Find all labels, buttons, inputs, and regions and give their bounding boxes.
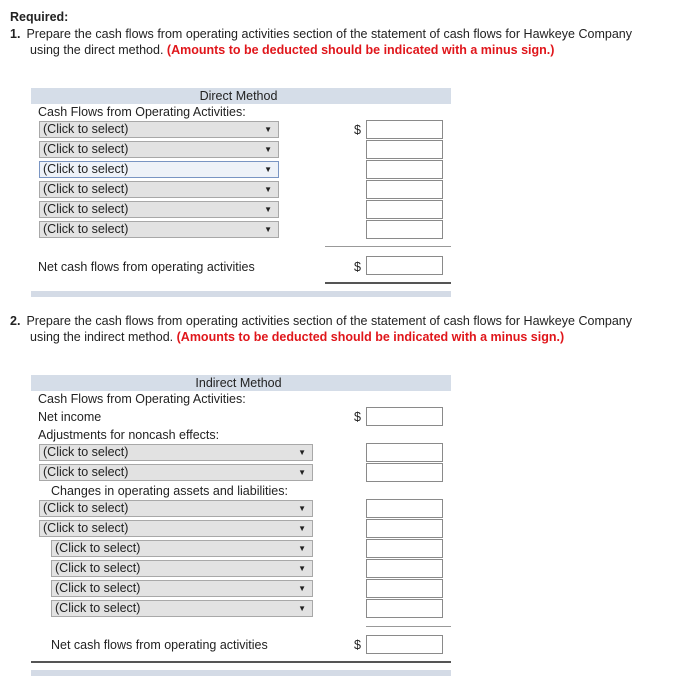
total-double-rule: [31, 661, 451, 663]
question-2: [10, 313, 632, 345]
net-income-amount[interactable]: [366, 407, 443, 426]
currency-symbol: $: [354, 123, 361, 137]
net-income-label: Net income: [38, 410, 102, 424]
direct-select-1[interactable]: (Click to select) ▼: [39, 121, 279, 138]
direct-amount-2[interactable]: [366, 140, 443, 159]
change-select-2[interactable]: (Click to select) ▼: [39, 520, 313, 537]
direct-amount-4[interactable]: [366, 180, 443, 199]
chevron-down-icon: ▼: [298, 504, 306, 513]
adjustments-label: Adjustments for noncash effects:: [38, 428, 220, 442]
changes-label: Changes in operating assets and liabilities:: [51, 484, 288, 498]
change-amount-6[interactable]: [366, 599, 443, 618]
chevron-down-icon: ▼: [298, 468, 306, 477]
chevron-down-icon: ▼: [264, 225, 272, 234]
currency-symbol: $: [354, 638, 361, 652]
change-amount-4[interactable]: [366, 559, 443, 578]
direct-section-label: Cash Flows from Operating Activities:: [38, 105, 246, 119]
adjustment-amount-1[interactable]: [366, 443, 443, 462]
chevron-down-icon: ▼: [264, 185, 272, 194]
chevron-down-icon: ▼: [264, 145, 272, 154]
indirect-total-label: Net cash flows from operating activities: [51, 638, 268, 652]
question-1-note: (Amounts to be deducted should be indicated with a minus sign.): [166, 43, 555, 57]
change-amount-3[interactable]: [366, 539, 443, 558]
direct-total-amount[interactable]: [366, 256, 443, 275]
chevron-down-icon: ▼: [298, 544, 306, 553]
adjustment-select-1[interactable]: (Click to select) ▼: [39, 444, 313, 461]
adjustment-amount-2[interactable]: [366, 463, 443, 482]
change-amount-2[interactable]: [366, 519, 443, 538]
chevron-down-icon: ▼: [264, 165, 272, 174]
change-amount-5[interactable]: [366, 579, 443, 598]
adjustment-select-2[interactable]: (Click to select) ▼: [39, 464, 313, 481]
direct-panel-footer: [31, 291, 451, 297]
chevron-down-icon: ▼: [264, 125, 272, 134]
direct-select-6[interactable]: (Click to select) ▼: [39, 221, 279, 238]
change-select-5[interactable]: (Click to select) ▼: [51, 580, 313, 597]
indirect-method-title: Indirect Method: [31, 375, 451, 391]
direct-select-5[interactable]: (Click to select) ▼: [39, 201, 279, 218]
change-select-3[interactable]: (Click to select) ▼: [51, 540, 313, 557]
change-select-6[interactable]: (Click to select) ▼: [51, 600, 313, 617]
chevron-down-icon: ▼: [298, 604, 306, 613]
direct-select-3[interactable]: (Click to select) ▼: [39, 161, 279, 178]
direct-method-title: Direct Method: [31, 88, 451, 104]
question-2-text: Prepare the cash flows from operating activities section of the statement of cash flows for Hawkeye Company using the indirect method.: [26, 314, 632, 344]
direct-select-4[interactable]: (Click to select) ▼: [39, 181, 279, 198]
direct-amount-5[interactable]: [366, 200, 443, 219]
question-1-number: 1.: [10, 27, 21, 41]
question-2-note: (Amounts to be deducted should be indicated with a minus sign.): [176, 330, 565, 344]
chevron-down-icon: ▼: [298, 564, 306, 573]
chevron-down-icon: ▼: [298, 448, 306, 457]
required-heading: Required:: [10, 10, 69, 24]
chevron-down-icon: ▼: [298, 524, 306, 533]
change-select-1[interactable]: (Click to select) ▼: [39, 500, 313, 517]
indirect-panel-footer: [31, 670, 451, 676]
question-1-text: Prepare the cash flows from operating activities section of the statement of cash flows for Hawkeye Company using the direct method.: [26, 27, 632, 57]
direct-total-label: Net cash flows from operating activities: [38, 260, 255, 274]
direct-select-2[interactable]: (Click to select) ▼: [39, 141, 279, 158]
question-1: [10, 26, 632, 58]
currency-symbol: $: [354, 410, 361, 424]
change-amount-1[interactable]: [366, 499, 443, 518]
direct-amount-1[interactable]: [366, 120, 443, 139]
currency-symbol: $: [354, 260, 361, 274]
indirect-total-amount[interactable]: [366, 635, 443, 654]
change-select-4[interactable]: (Click to select) ▼: [51, 560, 313, 577]
direct-amount-3[interactable]: [366, 160, 443, 179]
question-2-number: 2.: [10, 314, 21, 328]
subtotal-rule: [366, 626, 451, 627]
total-double-rule: [325, 282, 451, 284]
chevron-down-icon: ▼: [264, 205, 272, 214]
subtotal-rule: [325, 246, 451, 247]
indirect-section-label: Cash Flows from Operating Activities:: [38, 392, 246, 406]
chevron-down-icon: ▼: [298, 584, 306, 593]
direct-amount-6[interactable]: [366, 220, 443, 239]
